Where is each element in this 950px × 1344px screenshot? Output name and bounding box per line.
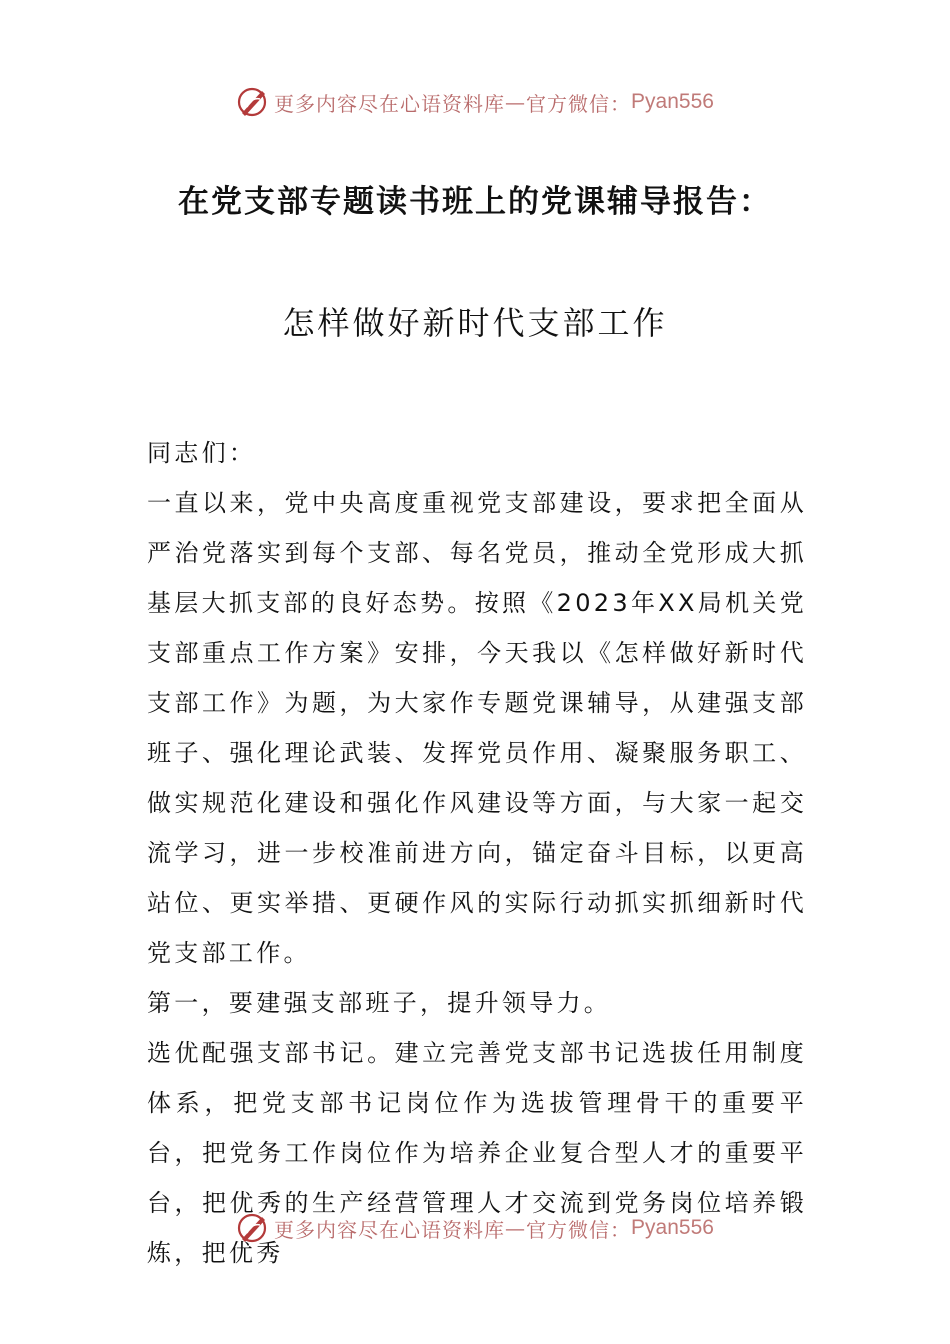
footer-wechat-label: 官方微信： xyxy=(526,1217,632,1242)
header-brand-text: 更多内容尽在心语资料库 xyxy=(274,91,506,116)
header-watermark xyxy=(0,80,950,124)
document-title-line1: 在党支部专题读书班上的党课辅导报告： xyxy=(178,184,772,220)
document-body xyxy=(147,428,807,1278)
pen-logo-icon xyxy=(236,85,270,119)
document-title-line2: 怎样做好新时代支部工作 xyxy=(282,304,668,342)
footer-wechat-id: Pyan556 xyxy=(631,1216,714,1239)
pen-logo-icon xyxy=(236,1211,270,1245)
header-wechat-id: Pyan556 xyxy=(631,90,714,113)
header-dash: — xyxy=(505,90,527,114)
greeting: 同志们： xyxy=(147,439,257,467)
section-heading: 第一，要建强支部班子，提升领导力。 xyxy=(147,989,612,1017)
paragraph: 选优配强支部书记。建立完善党支部书记选拔任用制度体系，把党支部书记岗位作为选拔管理骨干的重要平台，把党务工作岗位作为培养企业复合型人才的重要平台，把优秀的生产经营管理人才交流到党务岗位培养锻炼，把优秀 xyxy=(147,1039,807,1267)
footer-dash: — xyxy=(505,1216,527,1240)
footer-watermark xyxy=(0,1206,950,1250)
header-wechat-label: 官方微信： xyxy=(526,91,632,116)
footer-brand-text: 更多内容尽在心语资料库 xyxy=(274,1217,506,1242)
paragraph: 一直以来，党中央高度重视党支部建设，要求把全面从严治党落实到每个支部、每名党员，推动全党形成大抓基层大抓支部的良好态势。按照《2023年XX局机关党支部重点工作方案》安排，今天我以《怎样做好新时代支部工作》为题，为大家作专题党课辅导，从建强支部班子、强化理论武装、发挥党员作用、凝聚服务职工、做实规范化建设和强化作风建设等方面，与大家一起交流学习，进一步校准前进方向，锚定奋斗目标，以更高站位、更实举措、更硬作风的实际行动抓实抓细新时代党支部工作。 xyxy=(147,489,807,967)
